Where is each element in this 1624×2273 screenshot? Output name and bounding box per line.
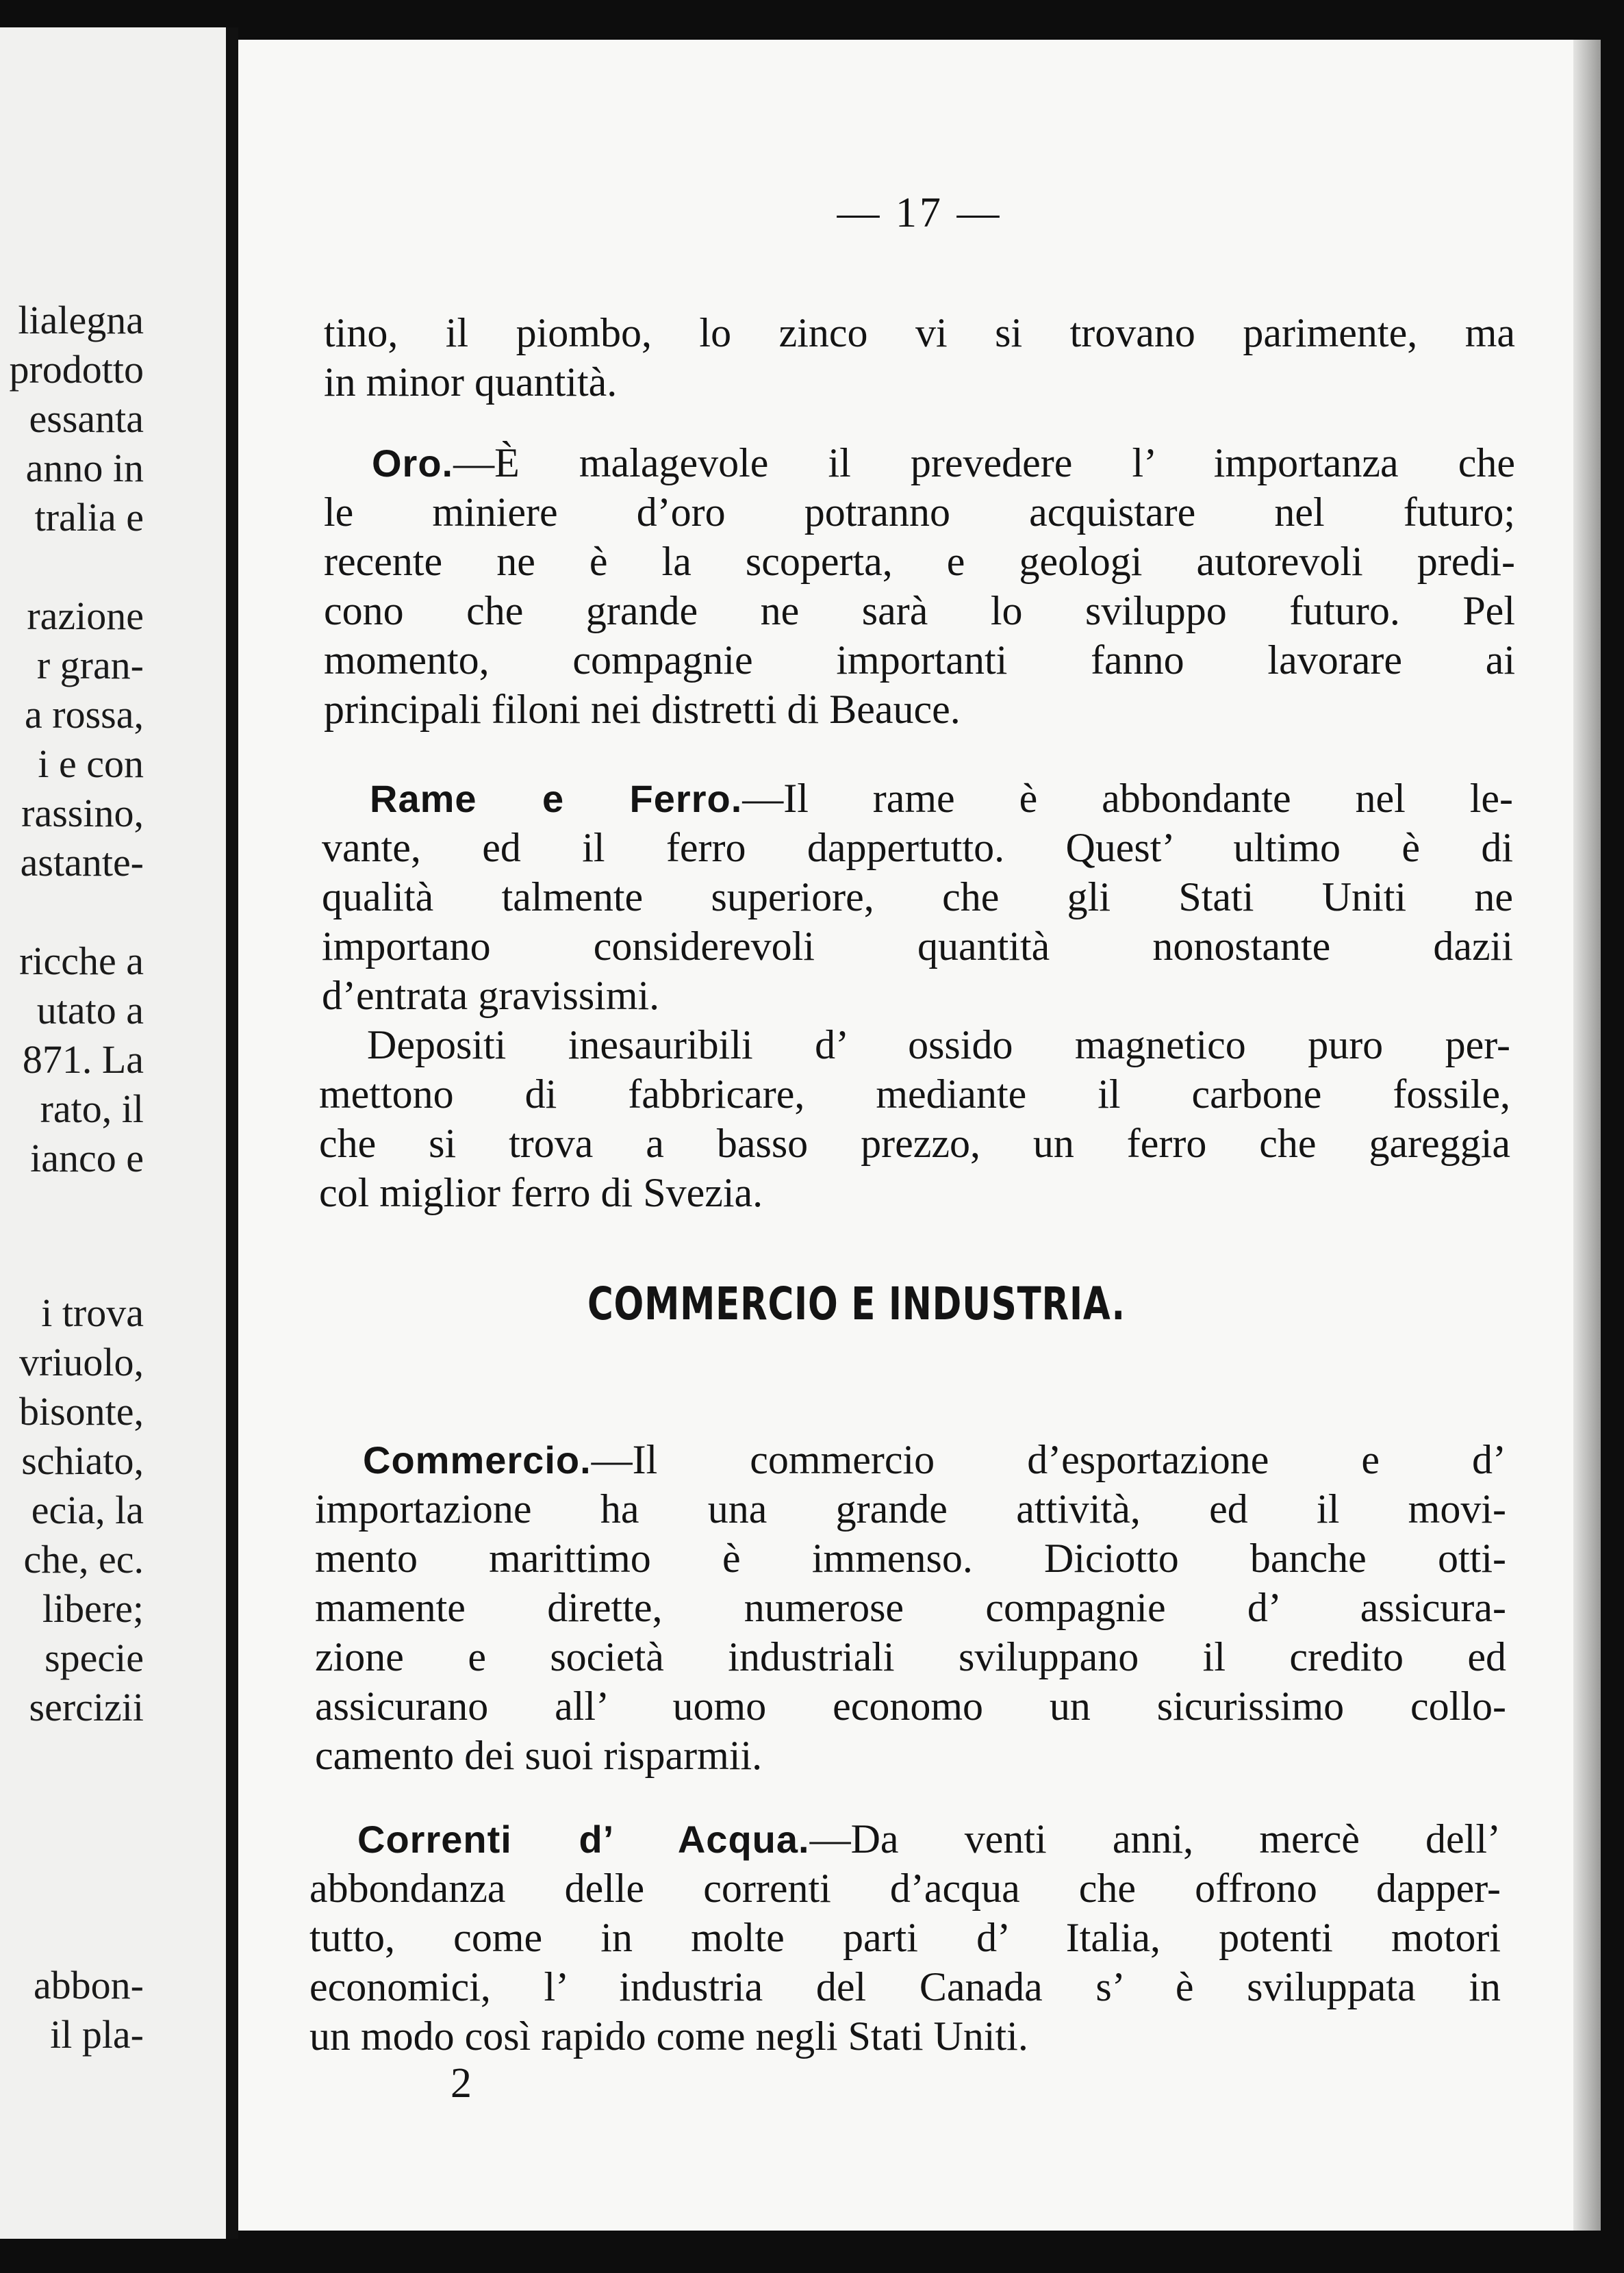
oro-paragraph: [324, 438, 1515, 734]
previous-page-line: libere;: [42, 1586, 144, 1631]
text-run: —Il commercio d’esportazione e d’: [591, 1437, 1506, 1482]
text-run: —È malagevole il prevedere l’ importanza che: [453, 440, 1515, 485]
text-line: le miniere d’oro potranno acquistare nel futuro;: [324, 490, 1515, 535]
rame-paragraph: [322, 774, 1513, 1020]
page-number: — 17 —: [837, 190, 1002, 236]
text-line: [324, 438, 1515, 487]
previous-page-line: abbon-: [33, 1963, 144, 2007]
previous-page-line: 871. La: [22, 1037, 144, 1082]
text-line: camento dei suoi risparmii.: [315, 1733, 763, 1778]
previous-page-line: specie: [45, 1636, 144, 1680]
text-run: —Da venti anni, mercè dell’: [809, 1816, 1501, 1862]
signature-mark: 2: [451, 2060, 472, 2107]
previous-page-line: che, ec.: [23, 1537, 144, 1582]
text-line: che si trova a basso prezzo, un ferro che gareggia: [319, 1121, 1510, 1166]
previous-page-line: rassino,: [21, 791, 144, 835]
page-edge: [1573, 40, 1601, 2231]
text-line: in minor quantità.: [324, 359, 618, 405]
previous-page-line: razione: [27, 594, 144, 638]
paragraph-heading: Commercio.: [363, 1438, 592, 1482]
previous-page-line: lialegna: [18, 298, 144, 342]
previous-page-line: ricche a: [19, 939, 144, 983]
paragraph-heading: Correnti d’ Acqua.: [357, 1818, 810, 1861]
previous-page-line: essanta: [29, 396, 144, 441]
paragraph-heading: Oro.: [372, 442, 454, 485]
previous-page-line: bisonte,: [18, 1389, 144, 1434]
text-line: cono che grande ne sarà lo sviluppo futuro. Pel: [324, 588, 1515, 633]
previous-page-line: prodotto: [9, 347, 144, 392]
previous-page-line: ianco e: [30, 1136, 144, 1180]
paragraph-heading: Rame e Ferro.: [370, 777, 743, 820]
previous-page-line: i e con: [38, 741, 144, 786]
text-line: momento, compagnie importanti fanno lavorare ai: [324, 637, 1515, 683]
text-line: importazione ha una grande attività, ed il movi-: [315, 1486, 1506, 1532]
correnti-paragraph: [309, 1814, 1501, 2061]
text-line: d’entrata gravissimi.: [322, 973, 660, 1018]
previous-page-line: i trova: [41, 1291, 144, 1335]
text-line: un modo così rapido come negli Stati Uniti.: [309, 2014, 1028, 2059]
depositi-paragraph: [319, 1020, 1510, 1217]
text-line: abbondanza delle correnti d’acqua che offrono dapper-: [309, 1866, 1501, 1911]
text-line: principali filoni nei distretti di Beauce.: [324, 687, 961, 732]
previous-page-line: tralia e: [34, 495, 144, 539]
section-title: COMMERCIO E INDUSTRIA.: [587, 1278, 1126, 1330]
intro-paragraph: [324, 308, 1515, 407]
text-line: economici, l’ industria del Canada s’ è sviluppata in: [309, 1964, 1501, 2009]
previous-page-line: il pla-: [50, 2012, 144, 2057]
text-line: mento marittimo è immenso. Diciotto banche otti-: [315, 1536, 1506, 1581]
text-line: tutto, come in molte parti d’ Italia, potenti motori: [309, 1915, 1501, 1960]
text-line: assicurano all’ uomo economo un sicurissimo collo-: [315, 1684, 1506, 1729]
commercio-paragraph: [315, 1435, 1506, 1780]
text-line: mamente dirette, numerose compagnie d’ assicura-: [315, 1585, 1506, 1630]
previous-page-line: sercizii: [29, 1685, 144, 1729]
text-line: [322, 774, 1513, 823]
text-line: col miglior ferro di Svezia.: [319, 1170, 763, 1215]
text-line: Depositi inesauribili d’ ossido magnetico puro per-: [367, 1022, 1510, 1067]
previous-page-line: utato a: [36, 988, 144, 1032]
text-line: [309, 1814, 1501, 1864]
previous-page-line: r gran-: [36, 643, 144, 687]
text-line: [315, 1435, 1506, 1484]
book-page: [238, 40, 1601, 2231]
previous-page: [0, 27, 226, 2239]
previous-page-line: anno in: [25, 446, 144, 490]
previous-page-line: ecia, la: [31, 1488, 144, 1532]
text-run: —Il rame è abbondante nel le-: [742, 776, 1513, 821]
text-line: zione e società industriali sviluppano il credito ed: [315, 1634, 1506, 1679]
text-line: importano considerevoli quantità nonostante dazii: [322, 924, 1513, 969]
text-line: qualità talmente superiore, che gli Stati Uniti ne: [322, 874, 1513, 919]
text-line: vante, ed il ferro dappertutto. Quest’ ultimo è di: [322, 825, 1513, 870]
previous-page-line: schiato,: [21, 1438, 144, 1483]
previous-page-line: astante-: [20, 840, 144, 885]
text-line: tino, il piombo, lo zinco vi si trovano parimente, ma: [324, 310, 1515, 355]
previous-page-line: vriuolo,: [18, 1340, 144, 1384]
previous-page-line: a rossa,: [25, 692, 144, 737]
book-gutter: [226, 27, 238, 2239]
text-line: recente ne è la scoperta, e geologi autorevoli predi-: [324, 539, 1515, 584]
previous-page-line: rato, il: [40, 1087, 144, 1131]
text-line: mettono di fabbricare, mediante il carbone fossile,: [319, 1071, 1510, 1117]
